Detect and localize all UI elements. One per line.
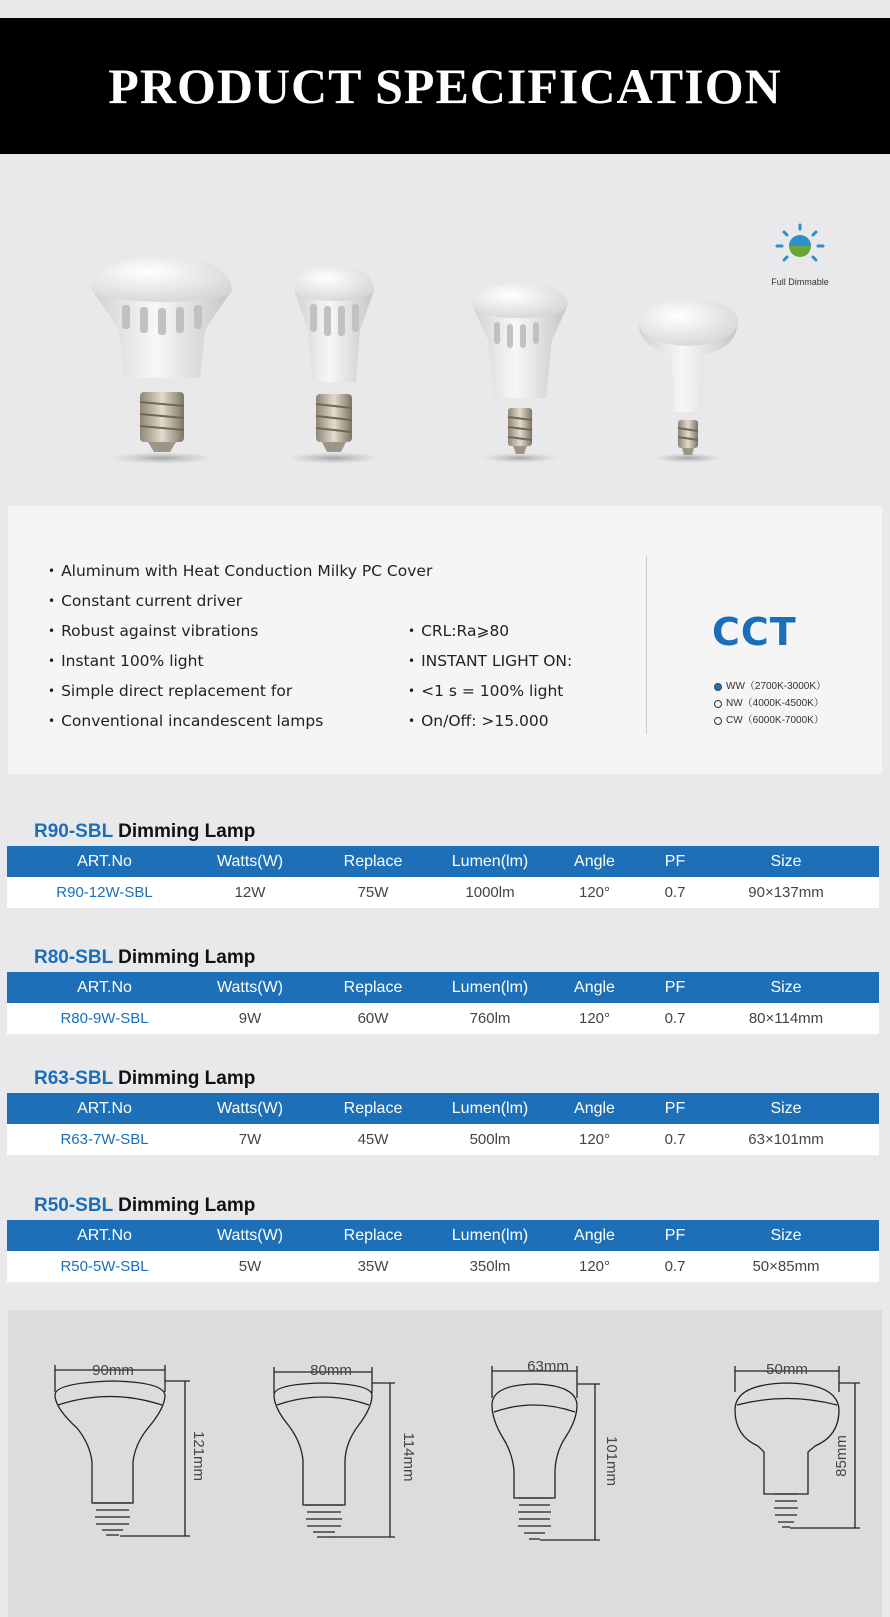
dim-height-label: 114mm: [400, 1432, 417, 1482]
bulb-r90: [92, 256, 232, 464]
col-header: Watts(W): [202, 1093, 298, 1124]
title-banner: [0, 18, 890, 154]
drawing-r63: [492, 1366, 600, 1540]
table-row: [7, 1003, 879, 1034]
col-header: PF: [657, 1220, 693, 1251]
col-header: Watts(W): [202, 972, 298, 1003]
bulb-r80: [288, 266, 380, 464]
col-header: Size: [693, 846, 879, 877]
col-header: Lumen(lm): [448, 972, 532, 1003]
feature-item: • Aluminum with Heat Conduction Milky PC Cover: [48, 556, 432, 586]
table-cell: 500lm: [448, 1124, 532, 1155]
dim-height-label: 121mm: [190, 1430, 207, 1482]
drawing-r80: [274, 1367, 395, 1537]
spec-section-r63: [7, 1065, 879, 1155]
spec-table: [7, 972, 879, 1034]
drawing-r90: [55, 1365, 190, 1536]
table-header-row: [7, 1093, 879, 1124]
table-cell: 120°: [532, 1003, 657, 1034]
product-photo: [0, 170, 890, 490]
table-cell: 75W: [298, 877, 448, 908]
table-cell: 50×85mm: [693, 1251, 879, 1282]
feature-item: • Simple direct replacement for: [48, 676, 432, 706]
cct-option-ww: [714, 678, 826, 695]
col-header: Replace: [298, 1093, 448, 1124]
dimension-drawings: [8, 1310, 882, 1617]
table-cell: 35W: [298, 1251, 448, 1282]
col-header: Watts(W): [202, 846, 298, 877]
col-header: Angle: [532, 972, 657, 1003]
col-header: ART.No: [7, 1093, 202, 1124]
table-cell: 7W: [202, 1124, 298, 1155]
features-list-right: [408, 616, 572, 736]
table-cell: 63×101mm: [693, 1124, 879, 1155]
feature-item: • Constant current driver: [48, 586, 432, 616]
col-header: ART.No: [7, 846, 202, 877]
table-row: [7, 1124, 879, 1155]
col-header: PF: [657, 972, 693, 1003]
col-header: Angle: [532, 1093, 657, 1124]
radio-empty-icon: [714, 700, 722, 708]
section-title: R50-SBL Dimming Lamp: [34, 1195, 256, 1216]
features-list-left: [48, 556, 432, 736]
feature-item: • On/Off: >15.000: [408, 706, 572, 736]
col-header: PF: [657, 1093, 693, 1124]
cct-option-label: NW（4000K-4500K）: [726, 698, 824, 709]
table-cell: 0.7: [657, 877, 693, 908]
cct-option-label: WW（2700K-3000K）: [726, 681, 827, 692]
feature-item: • <1 s = 100% light: [408, 676, 572, 706]
dim-width-label: 63mm: [527, 1358, 569, 1375]
table-cell: 60W: [298, 1003, 448, 1034]
table-header-row: [7, 1220, 879, 1251]
spec-section-r90: [7, 818, 879, 908]
table-cell: 760lm: [448, 1003, 532, 1034]
table-cell: 45W: [298, 1124, 448, 1155]
table-row: [7, 1251, 879, 1282]
dim-height-label: 85mm: [833, 1435, 850, 1477]
feature-item: • Instant 100% light: [48, 646, 432, 676]
table-cell: 80×114mm: [693, 1003, 879, 1034]
table-cell: R63-7W-SBL: [7, 1124, 202, 1155]
table-cell: 120°: [532, 877, 657, 908]
spec-section-r50: [7, 1192, 879, 1282]
feature-item: • INSTANT LIGHT ON:: [408, 646, 572, 676]
section-title: R63-SBL Dimming Lamp: [34, 1068, 256, 1089]
section-title: R80-SBL Dimming Lamp: [34, 947, 256, 968]
table-cell: 90×137mm: [693, 877, 879, 908]
features-panel: [8, 506, 882, 774]
col-header: Replace: [298, 972, 448, 1003]
col-header: Angle: [532, 1220, 657, 1251]
col-header: Lumen(lm): [448, 846, 532, 877]
col-header: ART.No: [7, 972, 202, 1003]
dim-width-label: 50mm: [766, 1361, 808, 1378]
feature-item: • Robust against vibrations: [48, 616, 432, 646]
col-header: Replace: [298, 846, 448, 877]
table-cell: R90-12W-SBL: [7, 877, 202, 908]
col-header: Size: [693, 1220, 879, 1251]
table-cell: R80-9W-SBL: [7, 1003, 202, 1034]
table-header-row: [7, 972, 879, 1003]
section-title: R90-SBL Dimming Lamp: [34, 821, 256, 842]
spec-table: [7, 1093, 879, 1155]
col-header: Lumen(lm): [448, 1220, 532, 1251]
col-header: Lumen(lm): [448, 1093, 532, 1124]
full-dimmable-badge: [770, 222, 830, 287]
table-cell: 12W: [202, 877, 298, 908]
feature-item: • Conventional incandescent lamps: [48, 706, 432, 736]
cct-options: [714, 678, 826, 729]
full-dimmable-label: Full Dimmable: [771, 277, 829, 287]
panel-divider: [646, 556, 647, 734]
table-cell: 1000lm: [448, 877, 532, 908]
col-header: Size: [693, 972, 879, 1003]
cct-option-cw: [714, 712, 826, 729]
bulb-r63: [472, 283, 568, 463]
col-header: Size: [693, 1093, 879, 1124]
bulb-r50: [638, 300, 738, 463]
spec-table: [7, 846, 879, 908]
table-cell: R50-5W-SBL: [7, 1251, 202, 1282]
table-row: [7, 877, 879, 908]
table-cell: 350lm: [448, 1251, 532, 1282]
dim-height-label: 101mm: [603, 1435, 620, 1487]
table-cell: 0.7: [657, 1251, 693, 1282]
table-cell: 9W: [202, 1003, 298, 1034]
col-header: Replace: [298, 1220, 448, 1251]
table-cell: 120°: [532, 1251, 657, 1282]
col-header: Angle: [532, 846, 657, 877]
cct-option-nw: [714, 695, 826, 712]
table-header-row: [7, 846, 879, 877]
radio-empty-icon: [714, 717, 722, 725]
cct-option-label: CW（6000K-7000K）: [726, 715, 824, 726]
table-cell: 120°: [532, 1124, 657, 1155]
radio-selected-icon: [714, 683, 722, 691]
cct-title: CCT: [712, 610, 797, 654]
sun-dimmable-icon: [774, 222, 826, 270]
table-cell: 0.7: [657, 1003, 693, 1034]
spec-table: [7, 1220, 879, 1282]
col-header: PF: [657, 846, 693, 877]
dim-width-label: 80mm: [310, 1362, 352, 1379]
table-cell: 5W: [202, 1251, 298, 1282]
spec-section-r80: [7, 944, 879, 1034]
col-header: ART.No: [7, 1220, 202, 1251]
dim-width-label: 90mm: [92, 1362, 134, 1379]
table-cell: 0.7: [657, 1124, 693, 1155]
page-title: PRODUCT SPECIFICATION: [108, 58, 782, 114]
feature-item: • CRL:Ra⩾80: [408, 616, 572, 646]
col-header: Watts(W): [202, 1220, 298, 1251]
